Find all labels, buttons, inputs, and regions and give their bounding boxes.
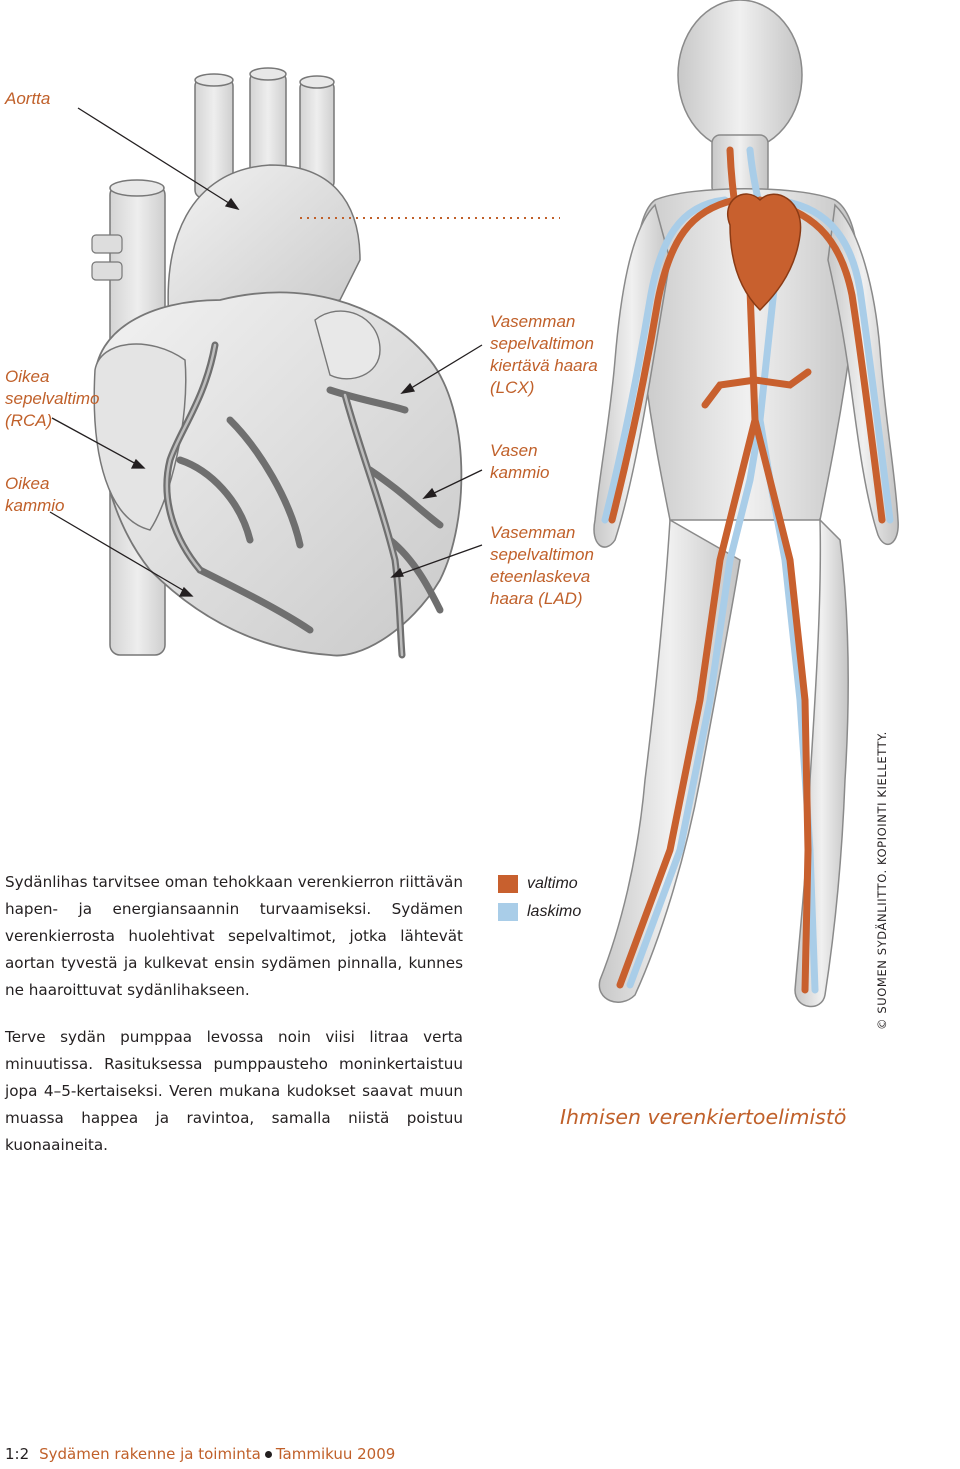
heart-illustration	[0, 0, 560, 700]
figure-caption: Ihmisen verenkiertoelimistö	[560, 1105, 847, 1129]
vein-swatch	[498, 903, 518, 921]
left-ventricle-label: Vasen kammio	[490, 441, 550, 482]
lad-label: Vasemman sepelvaltimon eteenlaskeva haara (LAD)	[490, 523, 594, 608]
aortta-label: Aortta	[5, 89, 51, 108]
legend-label-artery: valtimo	[527, 875, 578, 892]
legend-item-vein	[498, 898, 581, 926]
publication-title: Sydämen rakenne ja toiminta	[39, 1445, 261, 1463]
artery-swatch	[498, 875, 518, 893]
rca-label: Oikea sepelvaltimo (RCA)	[5, 367, 100, 430]
legend-label-vein: laskimo	[527, 903, 582, 920]
intro-paragraph: Sydänlihas tarvitsee oman tehokkaan verenkierron riittävän hapen- ja energiansaannin turvaamiseksi. Sydämen verenkierrosta huolehtivat sepelvaltimot, jotka lähtevät aortan tyvestä ja kulkevat ensin sydämen pinnalla, kunnes ne haaroittuvat sydänlihakseen.	[5, 873, 463, 999]
circulatory-system-illustration	[560, 0, 900, 1030]
legend	[498, 870, 581, 926]
page-footer	[5, 1445, 395, 1463]
separator-dot	[265, 1451, 272, 1458]
lcx-label: Vasemman sepelvaltimon kiertävä haara (LCX)	[490, 312, 598, 397]
legend-item-artery	[498, 870, 581, 898]
publication-date: Tammikuu 2009	[275, 1445, 396, 1463]
pumping-paragraph: Terve sydän pumppaa levossa noin viisi litraa verta minuutissa. Rasituksessa pumppausteho moninkertaistuu jopa 4–5-kertaiseksi. Veren mukana kudokset saavat muun muassa happea ja ravintoa, samalla niistä poistuu kuonaaineita.	[5, 1028, 463, 1154]
right-ventricle-label: Oikea kammio	[5, 474, 65, 515]
copyright-notice: © SUOMEN SYDÄNLIITTO. KOPIOINTI KIELLETTY.	[875, 731, 889, 1030]
page-number: 1:2	[5, 1445, 30, 1463]
